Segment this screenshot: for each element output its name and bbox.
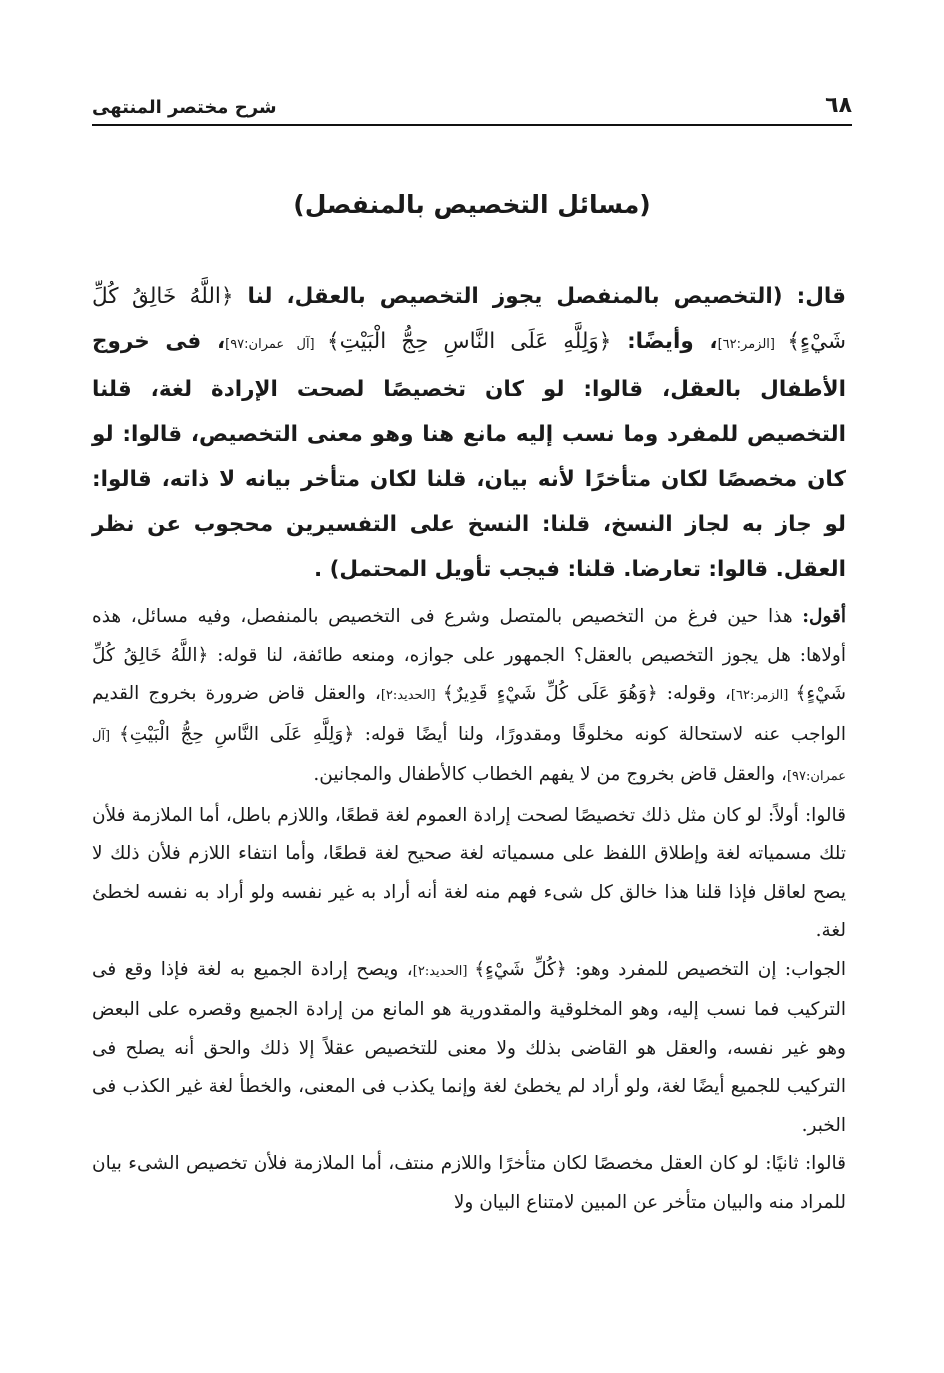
matn-text-2: ، وأيضًا: <box>611 329 718 354</box>
commentary-text-b: ، وقوله: <box>657 683 731 704</box>
quran-verse-6: ﴿كُلِّ شَيْءٍ﴾ <box>474 958 567 980</box>
section-heading: (مسائل التخصيص بالمنفصل) <box>293 190 651 219</box>
book-title: شرح مختصر المنتهى <box>92 97 277 118</box>
quran-verse-5: ﴿وَلِلَّهِ عَلَى النَّاسِ حِجُّ الْبَيْتِ﴾ <box>118 723 355 745</box>
matn-lead: قال: <box>796 284 846 309</box>
commentary-lead: أقول: <box>802 606 846 627</box>
commentary-paragraph-2: قالوا: أولاً: لو كان مثل ذلك تخصيصًا لصحت إرادة العموم لغة قطعًا، واللازم باطل، أما الملازمة فلأن تلك مسمياته لغة وإطلاق اللفظ على مسمياته لغة صحيح لغة قطعًا، وأما انتفاء اللازم فلأن ذلك لا يصح لعاقل فإذا قلنا هذا خالق كل شىء فهم منه لغة أنه أراد به غير نفسه ولو أراد به نفسه لخطئ لغة. <box>92 804 846 941</box>
verse-citation-5: [آل عمران:٩٧] <box>92 728 846 784</box>
commentary-paragraph-3 <box>92 951 846 1146</box>
verse-citation-6: [الحديد:٢] <box>412 963 475 979</box>
verse-citation-4: [الحديد:٢] <box>380 688 443 703</box>
page-number: ٦٨ <box>825 93 852 118</box>
verse-citation-2: [آل عمران:٩٧] <box>225 337 327 352</box>
matn-paragraph <box>92 274 846 592</box>
running-header <box>92 92 852 126</box>
quran-verse-1: ﴿اللَّهُ خَالِقُ كُلِّ شَيْءٍ﴾ <box>92 284 846 354</box>
commentary-paragraph-1 <box>92 598 846 797</box>
verse-citation-3: [الزمر:٦٢] <box>730 688 796 703</box>
commentary-paragraph-4: قالوا: ثانيًا: لو كان العقل مخصصًا لكان متأخرًا واللازم منتف، أما الملازمة فلأن تخصيص الشىء بيان للمراد منه والبيان متأخر عن المبين لامتناع البيان ولا <box>92 1153 846 1213</box>
commentary-text-c: ، والعقل قاض ضرورة بخروج القديم الواجب عنه لاستحالة كونه مخلوقًا ومقدورًا، ولنا أيضًا قوله: <box>92 683 846 745</box>
page-body <box>92 274 846 1222</box>
matn-text-rest: ، فى خروج الأطفال بالعقل، قالوا: لو كان تخصيصًا لصحت الإرادة لغة، قلنا التخصيص للمفرد وما نسب إليه مانع هنا وهو معنى التخصيص، قالوا: لو كان مخصصًا لكان متأخرًا لأنه بيان، قلنا لكان متأخر بيانه لا ذاته، قالوا: لو جاز به لجاز النسخ، قلنا: النسخ على التفسيرين محجوب عن نظر العقل. قالوا: تعارضا. قلنا: فيجب تأويل المحتمل) . <box>92 329 846 582</box>
commentary-text-a: هذا حين فرغ من التخصيص بالمتصل وشرع فى التخصيص بالمنفصل، وفيه مسائل، هذه أولاها: هل يجوز التخصيص بالعقل؟ الجمهور على جوازه، ومنعه طائفة، لنا قوله: <box>92 606 846 666</box>
verse-citation-1: [الزمر:٦٢] <box>717 337 788 352</box>
quran-verse-2: ﴿وَلِلَّهِ عَلَى النَّاسِ حِجُّ الْبَيْتِ﴾ <box>326 329 612 354</box>
answer-text-a: الجواب: إن التخصيص للمفرد وهو: <box>566 958 846 980</box>
answer-text-b: ، ويصح إرادة الجميع به لغة فإذا وقع فى التركيب فما نسب إليه، وهو المخلوقية والمقدورية هو المانع من إرادة الجميع وقصره على البعض وهو غير نفسه، والعقل هو القاضى بذلك ولا معنى للتخصيص عقلاً إلا ذلك والحق أنه يصلح فى التركيب للجميع أيضًا لغة، ولو أراد لم يخطئ لغة وإنما يكذب فى المعنى، والخطأ لغة غير الكذب فى الخبر. <box>92 958 846 1136</box>
quran-verse-3: ﴿اللَّهُ خَالِقُ كُلِّ شَيْءٍ﴾ <box>92 644 847 704</box>
matn-text-1: (التخصيص بالمنفصل يجوز التخصيص بالعقل، لنا <box>233 284 797 309</box>
commentary-text-d: ، والعقل قاض بخروج من لا يفهم الخطاب كالأطفال والمجانين. <box>313 764 787 785</box>
quran-verse-4: ﴿وَهُوَ عَلَى كُلِّ شَيْءٍ قَدِيرٌ﴾ <box>442 683 658 704</box>
